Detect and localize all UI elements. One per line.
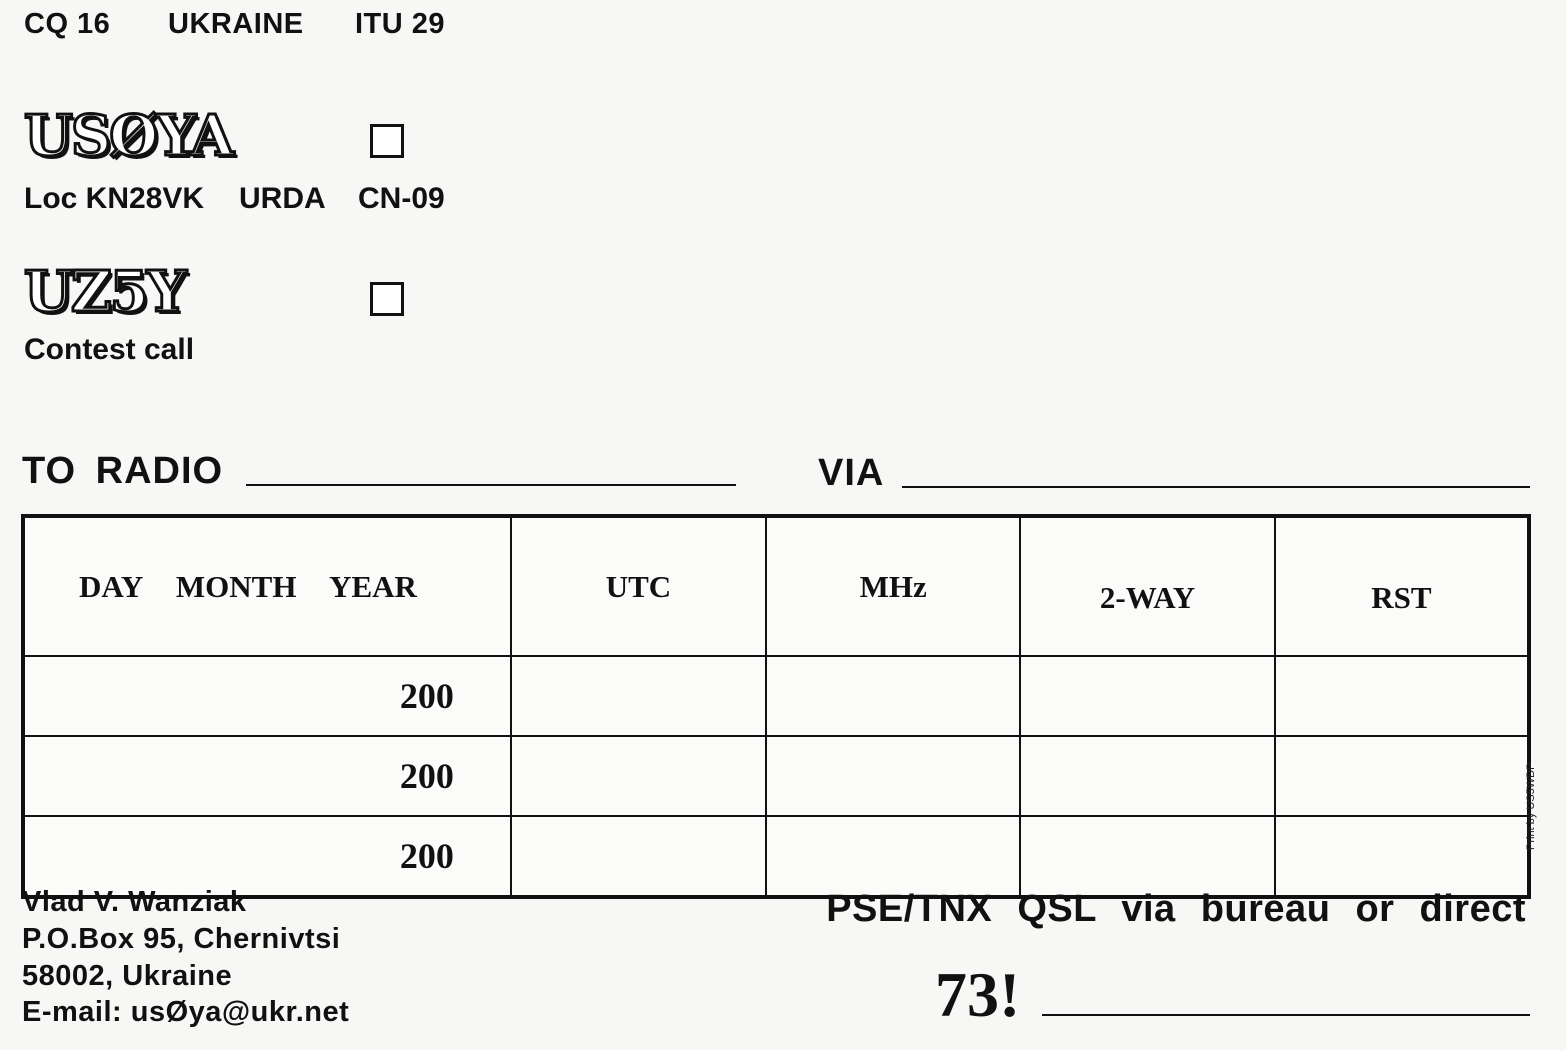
table-row bbox=[23, 656, 1529, 736]
date-column-header: DAY MONTH YEAR bbox=[23, 516, 511, 656]
two-way-cell[interactable] bbox=[1020, 736, 1274, 816]
locator: Loc KN28VK bbox=[24, 182, 205, 215]
to-radio-label: TO RADIO bbox=[22, 450, 224, 492]
utc-cell[interactable] bbox=[511, 656, 766, 736]
utc-cell[interactable] bbox=[511, 736, 766, 816]
rst-column-header: RST bbox=[1275, 516, 1529, 656]
postal-code: 58002, Ukraine bbox=[22, 960, 233, 992]
utc-column-header: UTC bbox=[511, 516, 766, 656]
date-cell[interactable]: 200 bbox=[23, 816, 511, 897]
qsl-request: PSE/TNX QSL via bureau or direct bbox=[826, 888, 1526, 930]
table-header-row bbox=[23, 516, 1529, 656]
via-label: VIA bbox=[818, 452, 885, 494]
rst-cell[interactable] bbox=[1275, 656, 1529, 736]
to-radio-line[interactable] bbox=[246, 484, 736, 486]
utc-cell[interactable] bbox=[511, 816, 766, 897]
via-line[interactable] bbox=[902, 486, 1530, 488]
mhz-cell[interactable] bbox=[766, 656, 1020, 736]
mhz-column-header: MHz bbox=[766, 516, 1020, 656]
date-cell[interactable]: 200 bbox=[23, 736, 511, 816]
two-way-cell[interactable] bbox=[1020, 816, 1274, 897]
operator-name: Vlad V. Wanziak bbox=[22, 886, 247, 918]
table-row bbox=[23, 816, 1529, 897]
rst-cell[interactable] bbox=[1275, 816, 1529, 897]
table-row bbox=[23, 736, 1529, 816]
po-box: P.O.Box 95, Chernivtsi bbox=[22, 923, 341, 955]
rst-cell[interactable] bbox=[1275, 736, 1529, 816]
urda: URDA bbox=[239, 182, 326, 215]
callsign-contest: UZ5Y bbox=[24, 259, 185, 325]
signature-line[interactable] bbox=[1042, 1014, 1530, 1016]
print-credit: Print by US5WDP bbox=[1525, 762, 1537, 850]
two-way-cell[interactable] bbox=[1020, 656, 1274, 736]
contest-call-label: Contest call bbox=[24, 333, 195, 366]
mhz-cell[interactable] bbox=[766, 816, 1020, 897]
callsign-main: USØYA bbox=[24, 103, 232, 169]
cq-zone: CQ 16 bbox=[24, 8, 111, 40]
callsign-contest-checkbox[interactable] bbox=[370, 282, 404, 316]
cn-code: CN-09 bbox=[358, 182, 445, 215]
date-cell[interactable]: 200 bbox=[23, 656, 511, 736]
email: E-mail: usØya@ukr.net bbox=[22, 996, 350, 1028]
itu-zone: ITU 29 bbox=[355, 8, 446, 40]
callsign-main-checkbox[interactable] bbox=[370, 124, 404, 158]
mhz-cell[interactable] bbox=[766, 736, 1020, 816]
seventy-three-greeting: 73! bbox=[935, 959, 1021, 1030]
qso-log-table bbox=[21, 514, 1531, 899]
two-way-column-header: 2-WAY bbox=[1020, 516, 1274, 656]
country: UKRAINE bbox=[168, 8, 304, 40]
